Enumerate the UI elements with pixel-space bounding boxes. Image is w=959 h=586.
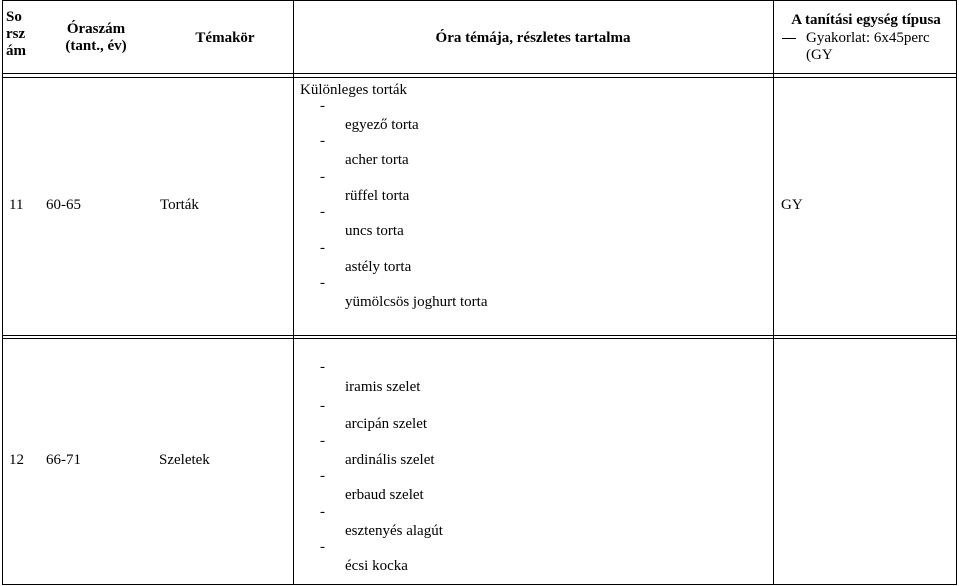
header-sorszam-line3: ám [6, 43, 26, 59]
table-border-bottom [2, 584, 957, 585]
row-11-top-rule [2, 77, 957, 78]
column-rule-content-type [773, 0, 774, 585]
list-dash: - [320, 504, 325, 520]
list-dash: - [320, 204, 325, 220]
column-rule-left [2, 0, 3, 585]
row-11-bottom-rule [2, 335, 957, 336]
row-11-intro: Különleges torták [300, 82, 408, 98]
list-item: esztenyés alagút [345, 523, 443, 539]
list-item: écsi kocka [345, 558, 408, 574]
header-oraszam-line2: (tant., év) [65, 38, 127, 54]
row-11-hours: 60-65 [46, 197, 81, 213]
list-dash: - [320, 98, 325, 114]
list-item: uncs torta [345, 223, 404, 239]
list-dash: - [320, 433, 325, 449]
header-tipus-line1-text: Gyakorlat: 6x45perc [806, 30, 930, 46]
row-12-hours: 66-71 [46, 452, 81, 468]
header-tipus-title: A tanítási egység típusa [791, 12, 941, 28]
dash-marker [782, 38, 796, 39]
header-temakor: Témakör [195, 30, 255, 46]
row-11-type: GY [781, 197, 803, 213]
list-item: acher torta [345, 152, 409, 168]
list-item: erbaud szelet [345, 487, 424, 503]
list-item: iramis szelet [345, 379, 421, 395]
column-rule-topic-content [293, 0, 294, 585]
list-dash: - [320, 133, 325, 149]
list-dash: - [320, 398, 325, 414]
header-sorszam-line2: rsz [6, 26, 26, 42]
list-item: yümölcsös joghurt torta [345, 294, 488, 310]
row-12-top-rule [2, 338, 957, 339]
row-11-number: 11 [9, 197, 24, 213]
list-dash: - [320, 359, 325, 375]
list-dash: - [320, 468, 325, 484]
header-oraszam-line1: Óraszám [66, 21, 126, 37]
list-item: rüffel torta [345, 188, 410, 204]
header-tipus-line1 [782, 30, 954, 47]
header-sorszam-line1: So [6, 9, 22, 25]
table-border-top [2, 0, 957, 1]
header-sorszam [6, 9, 36, 60]
list-item: arcipán szelet [345, 416, 428, 432]
list-dash: - [320, 169, 325, 185]
list-item: astély torta [345, 259, 412, 275]
header-oraszam [46, 21, 146, 55]
list-item: egyező torta [345, 117, 419, 133]
list-dash: - [320, 240, 325, 256]
header-tipus-line2: (GY [806, 47, 833, 63]
header-bottom-rule [2, 73, 957, 74]
row-12-number: 12 [9, 452, 24, 468]
row-11-topic: Torták [160, 197, 199, 213]
list-item: ardinális szelet [345, 452, 435, 468]
header-tartalom: Óra témája, részletes tartalma [435, 30, 631, 46]
list-dash: - [320, 275, 325, 291]
column-rule-right [956, 0, 957, 585]
row-12-topic: Szeletek [159, 452, 210, 468]
list-dash: - [320, 539, 325, 555]
